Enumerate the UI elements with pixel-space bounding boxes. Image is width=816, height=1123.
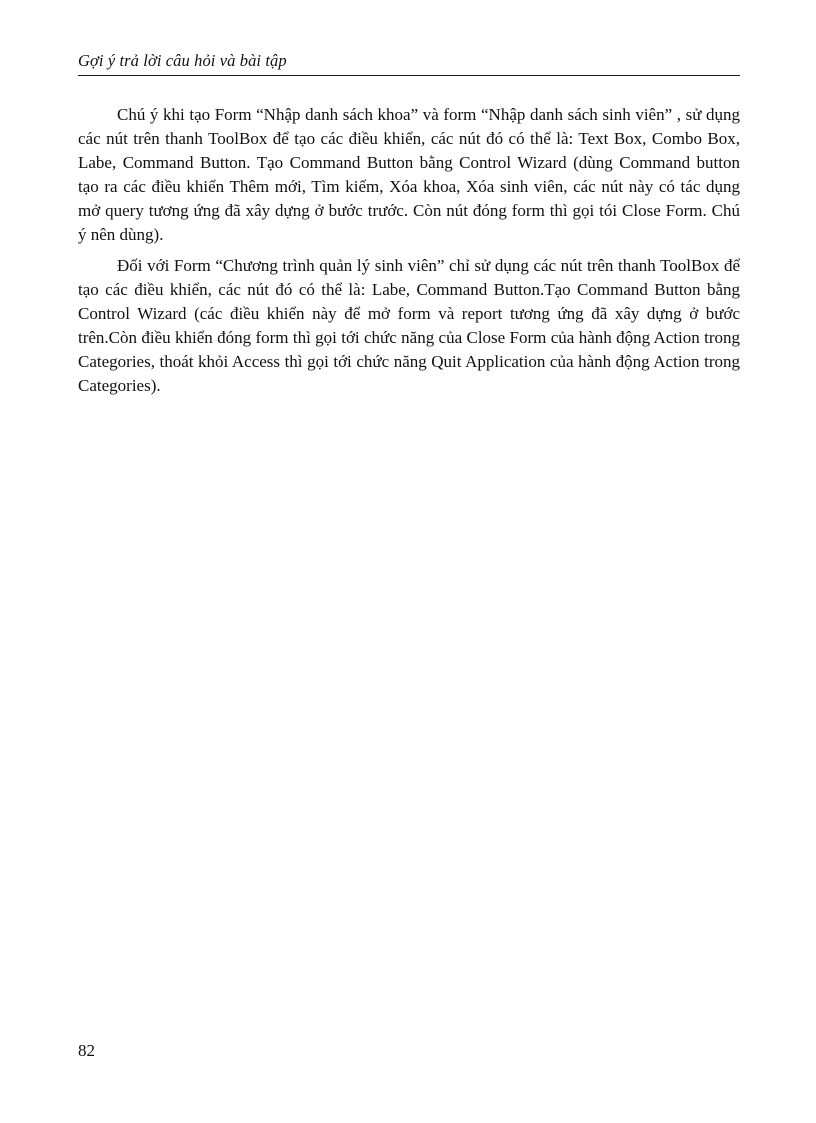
page-number: 82 xyxy=(78,1041,95,1060)
page-body xyxy=(78,103,740,398)
body-paragraph-2: Đối với Form “Chương trình quản lý sinh viên” chỉ sử dụng các nút trên thanh ToolBox để tạo các điều khiển, các nút đó có thể là: Labe, Command Button.Tạo Command Button bằng Control Wizard (các điều khiển này để mở form và report tương ứng đã xây dựng ở bước trên.Còn điều khiển đóng form thì gọi tới chức năng của Close Form của hành động Action trong Categories, thoát khỏi Access thì gọi tới chức năng Quit Application của hành động Action trong Categories). xyxy=(78,255,740,396)
page-header xyxy=(78,46,740,76)
body-paragraph-1: Chú ý khi tạo Form “Nhập danh sách khoa” và form “Nhập danh sách sinh viên” , sử dụng các nút trên thanh ToolBox để tạo các điều khiển, các nút đó có thể là: Text Box, Combo Box, Labe, Command Button. Tạo Command Button bằng Control Wizard (dùng Command button tạo ra các điều khiển Thêm mới, Tìm kiếm, Xóa khoa, Xóa sinh viên, các nút này có tác dụng mở query tương ứng đã xây dựng ở bước trước. Còn nút đóng form thì gọi tói Close Form. Chú ý nên dùng). xyxy=(78,105,740,245)
running-header-title: Gợi ý trả lời câu hỏi và bài tập xyxy=(78,51,287,70)
